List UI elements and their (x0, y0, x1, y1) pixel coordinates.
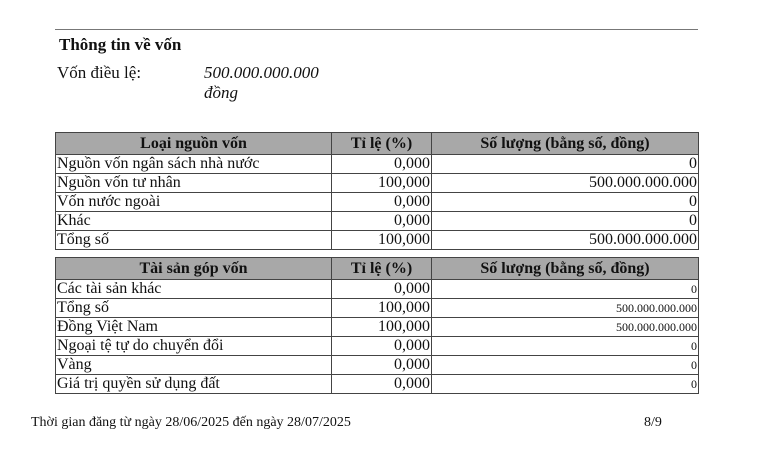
column-header: Số lượng (bằng số, đồng) (432, 133, 699, 155)
table-row (56, 356, 699, 375)
table-row (56, 155, 699, 174)
column-header: Tỉ lệ (%) (332, 133, 432, 155)
ratio-cell: 0,000 (332, 356, 432, 375)
charter-capital-unit: đồng (204, 83, 238, 102)
row-label: Vốn nước ngoài (56, 193, 332, 212)
amount-cell: 0 (432, 356, 699, 375)
row-label: Vàng (56, 356, 332, 375)
column-header: Số lượng (bằng số, đồng) (432, 258, 699, 280)
row-label: Các tài sản khác (56, 280, 332, 299)
amount-cell: 0 (432, 193, 699, 212)
ratio-cell: 100,000 (332, 299, 432, 318)
table-row (56, 280, 699, 299)
amount-cell: 0 (432, 155, 699, 174)
ratio-cell: 0,000 (332, 280, 432, 299)
table-row (56, 299, 699, 318)
ratio-cell: 0,000 (332, 155, 432, 174)
table-row (56, 231, 699, 250)
amount-cell: 500.000.000.000 (432, 299, 699, 318)
ratio-cell: 100,000 (332, 231, 432, 250)
table-row (56, 193, 699, 212)
ratio-cell: 0,000 (332, 193, 432, 212)
row-label: Ngoại tệ tự do chuyển đổi (56, 337, 332, 356)
row-label: Khác (56, 212, 332, 231)
amount-cell: 0 (432, 280, 699, 299)
table-row (56, 174, 699, 193)
amount-cell: 0 (432, 337, 699, 356)
capital-sources-table (55, 132, 699, 250)
row-label: Tổng số (56, 299, 332, 318)
column-header: Tỉ lệ (%) (332, 258, 432, 280)
table-row (56, 375, 699, 394)
header-rule (55, 29, 698, 30)
charter-capital-amount: 500.000.000.000 (204, 63, 319, 82)
table-row (56, 337, 699, 356)
table-row (56, 212, 699, 231)
ratio-cell: 100,000 (332, 174, 432, 193)
amount-cell: 0 (432, 375, 699, 394)
ratio-cell: 100,000 (332, 318, 432, 337)
row-label: Đồng Việt Nam (56, 318, 332, 337)
column-header: Tài sản góp vốn (56, 258, 332, 280)
section-title: Thông tin về vốn (59, 35, 182, 54)
table-header-row (56, 258, 699, 280)
row-label: Nguồn vốn ngân sách nhà nước (56, 155, 332, 174)
row-label: Nguồn vốn tư nhân (56, 174, 332, 193)
amount-cell: 500.000.000.000 (432, 174, 699, 193)
charter-capital-value (204, 63, 344, 103)
charter-capital-label: Vốn điều lệ: (57, 63, 142, 82)
posting-period: Thời gian đăng từ ngày 28/06/2025 đến ngày 28/07/2025 (31, 415, 351, 430)
ratio-cell: 0,000 (332, 337, 432, 356)
ratio-cell: 0,000 (332, 212, 432, 231)
amount-cell: 500.000.000.000 (432, 231, 699, 250)
amount-cell: 500.000.000.000 (432, 318, 699, 337)
amount-cell: 0 (432, 212, 699, 231)
page-number: 8/9 (644, 415, 662, 430)
row-label: Tổng số (56, 231, 332, 250)
ratio-cell: 0,000 (332, 375, 432, 394)
table-header-row (56, 133, 699, 155)
column-header: Loại nguồn vốn (56, 133, 332, 155)
contributed-assets-table (55, 257, 699, 394)
row-label: Giá trị quyền sử dụng đất (56, 375, 332, 394)
table-row (56, 318, 699, 337)
